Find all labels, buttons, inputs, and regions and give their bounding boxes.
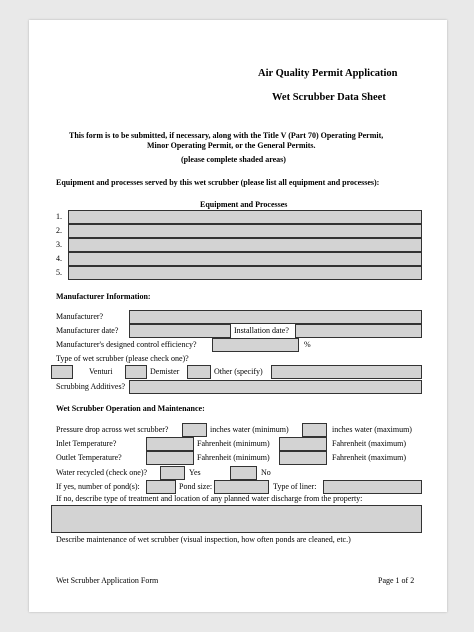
recycled-yes-checkbox[interactable] — [160, 466, 185, 480]
instructions-line-2: Minor Operating Permit, or the General Permits. — [147, 141, 316, 150]
other-label: Other (specify) — [214, 367, 263, 376]
pond-size-label: Pond size: — [179, 482, 213, 491]
outlet-f-min-label: Fahrenheit (minimum) — [197, 453, 270, 462]
outlet-temperature-label: Outlet Temperature? — [56, 453, 122, 462]
operation-section-title: Wet Scrubber Operation and Maintenance: — [56, 404, 205, 413]
equipment-row-3-field[interactable] — [68, 238, 422, 252]
recycled-no-checkbox[interactable] — [230, 466, 257, 480]
pressure-max-field[interactable] — [302, 423, 327, 437]
equipment-row-1-field[interactable] — [68, 210, 422, 224]
form-page — [29, 20, 447, 612]
scrubbing-additives-field[interactable] — [129, 380, 422, 394]
instructions-line-3: (please complete shaded areas) — [181, 155, 286, 164]
installation-date-label: Installation date? — [234, 326, 289, 335]
outlet-temp-max-field[interactable] — [279, 451, 327, 465]
equipment-row-number: 1. — [56, 212, 62, 221]
inlet-temperature-label: Inlet Temperature? — [56, 439, 117, 448]
equipment-row-2-field[interactable] — [68, 224, 422, 238]
liner-type-field[interactable] — [323, 480, 422, 494]
discharge-label: If no, describe type of treatment and location of any planned water discharge from the property: — [56, 494, 363, 503]
recycled-no-label: No — [261, 468, 271, 477]
outlet-temp-min-field[interactable] — [146, 451, 194, 465]
scrubber-type-label: Type of wet scrubber (please check one)? — [56, 354, 189, 363]
water-recycled-label: Water recycled (check one)? — [56, 468, 148, 477]
control-efficiency-field[interactable] — [212, 338, 299, 352]
manufacturer-date-field[interactable] — [129, 324, 231, 338]
ponds-count-field[interactable] — [146, 480, 176, 494]
equipment-row-4-field[interactable] — [68, 252, 422, 266]
equipment-row-5-field[interactable] — [68, 266, 422, 280]
percent-unit: % — [304, 340, 311, 349]
equipment-row-number: 2. — [56, 226, 62, 235]
equipment-row-number: 3. — [56, 240, 62, 249]
manufacturer-field[interactable] — [129, 310, 422, 324]
form-subtitle: Wet Scrubber Data Sheet — [272, 92, 386, 103]
inlet-f-min-label: Fahrenheit (minimum) — [197, 439, 270, 448]
recycled-yes-label: Yes — [189, 468, 201, 477]
other-specify-field[interactable] — [271, 365, 422, 379]
venturi-label: Venturi — [89, 367, 113, 376]
other-checkbox[interactable] — [187, 365, 211, 379]
footer-page-number: Page 1 of 2 — [378, 576, 415, 585]
inlet-temp-max-field[interactable] — [279, 437, 327, 451]
instructions-line-1: This form is to be submitted, if necessary, along with the Title V (Part 70) Operating Permit, — [69, 131, 384, 140]
inches-max-label: inches water (maximum) — [332, 425, 412, 434]
demister-label: Demister — [150, 367, 180, 376]
ponds-count-label: If yes, number of pond(s): — [56, 482, 140, 491]
manufacturer-label: Manufacturer? — [56, 312, 104, 321]
form-title: Air Quality Permit Application — [258, 68, 398, 79]
inches-min-label: inches water (minimum) — [210, 425, 289, 434]
liner-type-label: Type of liner: — [273, 482, 317, 491]
manufacturer-date-label: Manufacturer date? — [56, 326, 119, 335]
venturi-checkbox[interactable] — [51, 365, 73, 379]
pressure-drop-label: Pressure drop across wet scrubber? — [56, 425, 169, 434]
footer-form-name: Wet Scrubber Application Form — [56, 576, 159, 585]
inlet-temp-min-field[interactable] — [146, 437, 194, 451]
installation-date-field[interactable] — [295, 324, 422, 338]
inlet-f-max-label: Fahrenheit (maximum) — [332, 439, 406, 448]
pressure-min-field[interactable] — [182, 423, 207, 437]
outlet-f-max-label: Fahrenheit (maximum) — [332, 453, 406, 462]
equipment-table-header: Equipment and Processes — [200, 200, 288, 209]
discharge-description-field[interactable] — [51, 505, 422, 533]
maintenance-label: Describe maintenance of wet scrubber (visual inspection, how often ponds are cleaned, etc.) — [56, 535, 351, 544]
control-efficiency-label: Manufacturer's designed control efficiency? — [56, 340, 197, 349]
equipment-row-number: 5. — [56, 268, 62, 277]
equipment-prompt: Equipment and processes served by this wet scrubber (please list all equipment and processes): — [56, 178, 380, 187]
manufacturer-section-title: Manufacturer Information: — [56, 292, 151, 301]
equipment-row-number: 4. — [56, 254, 62, 263]
pond-size-field[interactable] — [214, 480, 269, 494]
demister-checkbox[interactable] — [125, 365, 147, 379]
scrubbing-additives-label: Scrubbing Additives? — [56, 382, 126, 391]
